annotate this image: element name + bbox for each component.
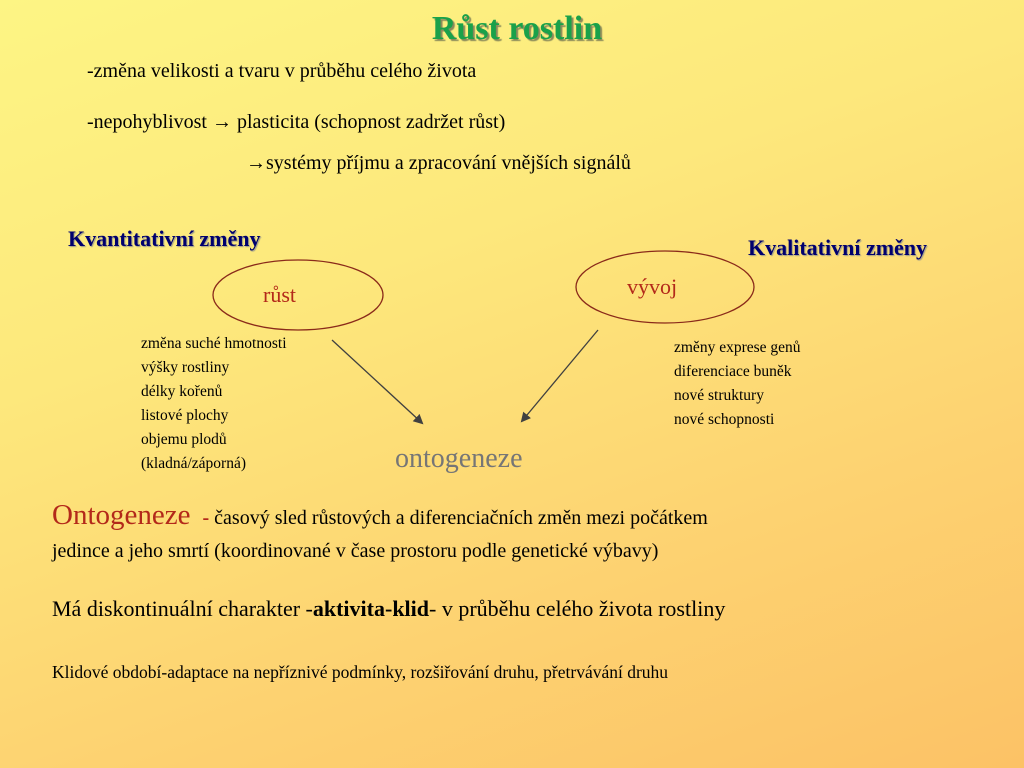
discontinuity-line bbox=[52, 596, 725, 622]
list-item: nové struktury bbox=[674, 387, 764, 404]
growth-ellipse bbox=[213, 260, 383, 330]
definition-line-1 bbox=[52, 499, 708, 532]
development-label: vývoj bbox=[627, 274, 678, 299]
discontinuity-prefix: Má diskontinuální charakter - bbox=[52, 596, 313, 621]
list-item: listové plochy bbox=[141, 407, 229, 424]
intro-line-3-text: systémy příjmu a zpracování vnějších signálů bbox=[266, 152, 631, 174]
right-arrow bbox=[522, 330, 598, 421]
discontinuity-suffix: - v průběhu celého života rostliny bbox=[429, 596, 726, 621]
discontinuity-bold: aktivita-klid bbox=[312, 596, 430, 621]
list-item: objemu plodů bbox=[141, 431, 227, 448]
intro-line-1: -změna velikosti a tvaru v průběhu celého života bbox=[87, 60, 477, 82]
list-item: výšky rostliny bbox=[141, 359, 230, 376]
definition-term: Ontogeneze bbox=[52, 499, 191, 531]
arrow-icon: → bbox=[212, 111, 232, 133]
definition-line-2: jedince a jeho smrtí (koordinované v čase prostoru podle genetické výbavy) bbox=[52, 540, 659, 562]
list-item: délky kořenů bbox=[141, 383, 223, 400]
list-item: diferenciace buněk bbox=[674, 363, 792, 380]
list-item: změna suché hmotnosti bbox=[141, 335, 287, 352]
intro-line-2-suffix: plasticita (schopnost zadržet růst) bbox=[232, 111, 506, 133]
definition-dash: - bbox=[202, 507, 210, 529]
list-item: (kladná/záporná) bbox=[141, 455, 246, 472]
qualitative-heading: Kvalitativní změny bbox=[748, 235, 928, 260]
quantitative-heading: Kvantitativní změny bbox=[68, 226, 261, 251]
intro-line-2-prefix: -nepohyblivost bbox=[87, 111, 212, 133]
ontogeneze-label: ontogeneze bbox=[395, 443, 523, 474]
left-arrow bbox=[332, 340, 422, 423]
slide-title: Růst rostlin bbox=[431, 10, 603, 47]
list-item: změny exprese genů bbox=[674, 339, 801, 356]
definition-text-1: časový sled růstových a diferenciačních změn mezi počátkem bbox=[209, 507, 708, 529]
growth-label: růst bbox=[263, 282, 296, 307]
list-item: nové schopnosti bbox=[674, 411, 775, 428]
quantitative-list bbox=[141, 332, 287, 476]
dormancy-line: Klidové období-adaptace na nepříznivé podmínky, rozšiřování druhu, přetrvávání druhu bbox=[52, 662, 669, 682]
qualitative-list bbox=[674, 336, 801, 432]
arrow-icon: → bbox=[246, 152, 266, 174]
